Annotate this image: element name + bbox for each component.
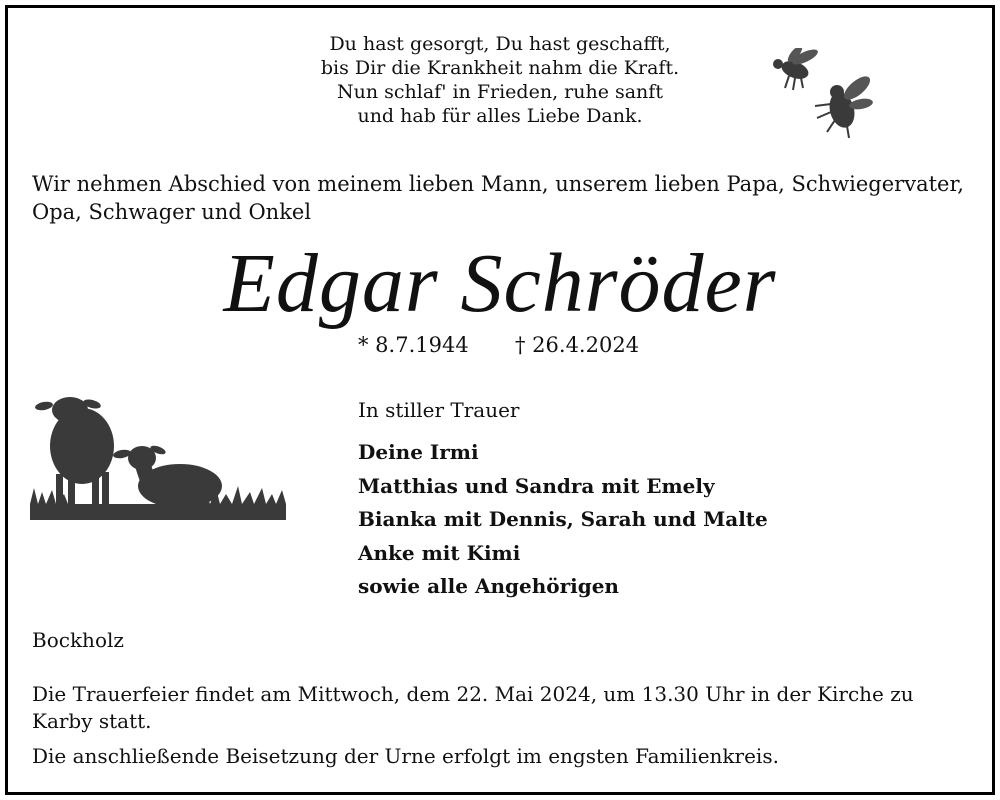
family-member: Deine Irmi (358, 440, 479, 464)
poem-line: Nun schlaf' in Frieden, ruhe sanft (337, 81, 663, 103)
bees-icon (765, 48, 880, 140)
family-member: Anke mit Kimi (358, 540, 521, 565)
family-member: sowie alle Angehörigen (358, 574, 619, 598)
intro-text: Wir nehmen Abschied von meinem lieben Mann, unserem lieben Papa, Schwiegervater, Opa, Schwager und Onkel (32, 172, 964, 224)
poem-line: bis Dir die Krankheit nahm die Kraft. (320, 57, 680, 79)
family-list (358, 436, 918, 604)
urn-info: Die anschließende Beisetzung der Urne erfolgt im engsten Familienkreis. (32, 744, 779, 768)
deceased-name: Edgar Schröder (223, 237, 777, 330)
family-member: Bianka mit Dennis, Sarah und Malte (358, 507, 768, 531)
place-name: Bockholz (32, 628, 124, 652)
funeral-info: Die Trauerfeier findet am Mittwoch, dem 22. Mai 2024, um 13.30 Uhr in der Kirche zu Karby statt. (32, 682, 914, 733)
birth-date: * 8.7.1944 (358, 333, 469, 357)
death-date: † 26.4.2024 (515, 333, 640, 357)
family-member: Matthias und Sandra mit Emely (358, 473, 715, 498)
sheep-illustration (30, 396, 286, 524)
mourning-label: In stiller Trauer (358, 398, 520, 422)
poem-line: und hab für alles Liebe Dank. (357, 105, 643, 127)
poem-line: Du hast gesorgt, Du hast geschafft, (329, 33, 671, 55)
